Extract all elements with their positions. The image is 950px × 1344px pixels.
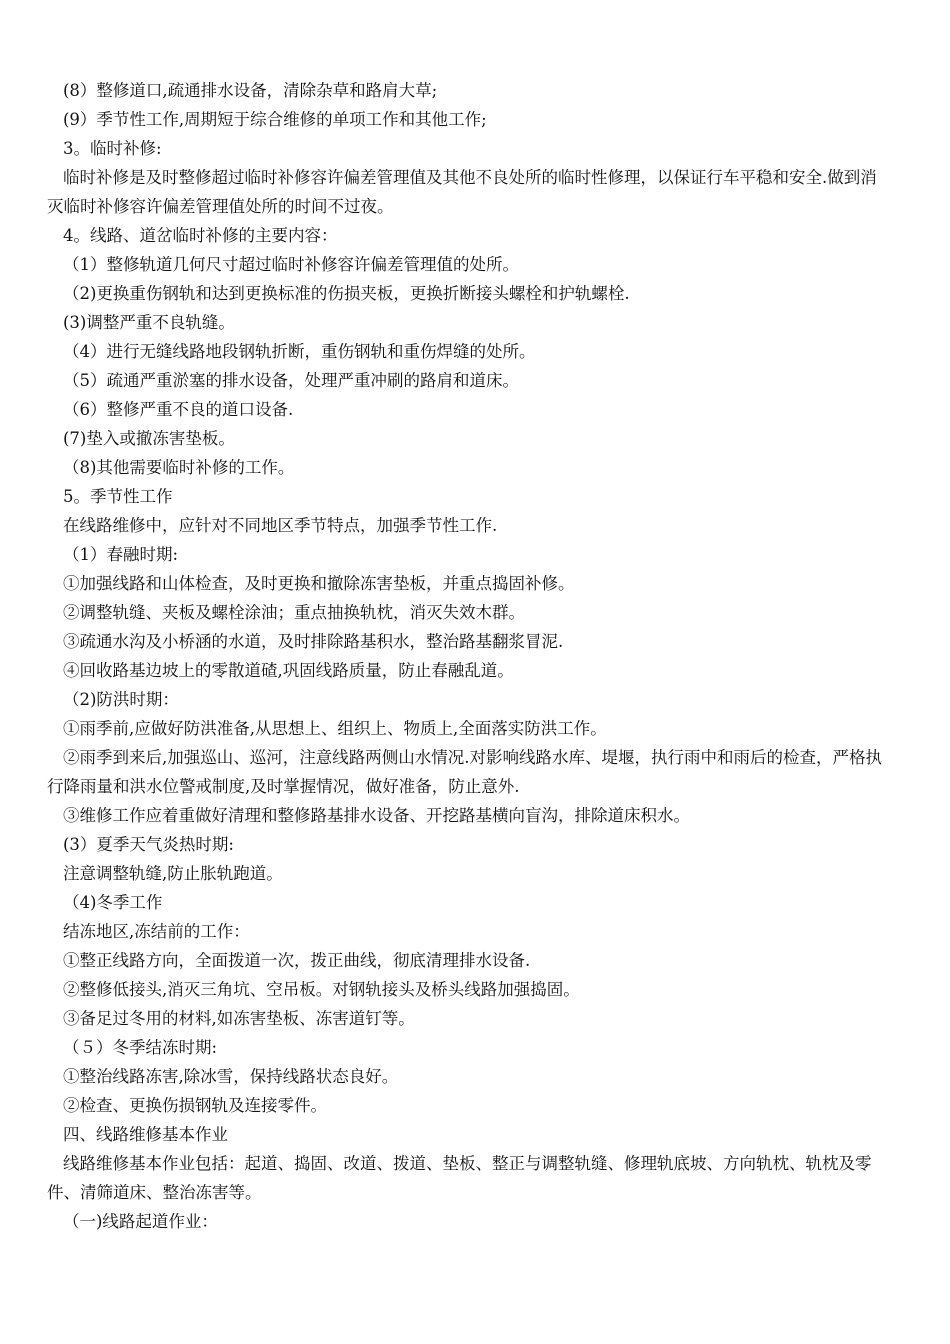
list-item: ③备足过冬用的材料,如冻害垫板、冻害道钉等。 xyxy=(63,1009,415,1028)
subsection-heading: （５）冬季结冻时期: xyxy=(63,1038,218,1057)
text-line: 在线路维修中，应针对不同地区季节特点，加强季节性工作. xyxy=(63,516,498,535)
paragraph: 临时补修是及时整修超过临时补修容许偏差管理值及其他不良处所的临时性修理，以保证行车平稳和安全.做到消灭临时补修容许偏差管理值处所的时间不过夜。 xyxy=(47,168,877,216)
list-item: （8)其他需要临时补修的工作。 xyxy=(63,458,295,477)
list-item: （6）整修严重不良的道口设备. xyxy=(63,400,294,419)
list-item: ①整治线路冻害,除冰雪，保持线路状态良好。 xyxy=(63,1067,399,1086)
subsection-heading: （1）春融时期: xyxy=(63,545,179,564)
list-item: ③维修工作应着重做好清理和整修路基排水设备、开挖路基横向盲沟，排除道床积水。 xyxy=(63,806,690,825)
list-item: (3)调整严重不良轨缝。 xyxy=(63,313,235,332)
text-line: 结冻地区,冻结前的工作： xyxy=(63,922,250,941)
subsection-heading: (3）夏季天气炎热时期: xyxy=(63,835,234,854)
list-item: (7)垫入或撤冻害垫板。 xyxy=(63,429,235,448)
paragraph: 线路维修基本作业包括：起道、捣固、改道、拨道、垫板、整正与调整轨缝、修理轨底坡、方向轨枕、轨枕及零件、清筛道床、整治冻害等。 xyxy=(47,1154,872,1202)
section-heading: 四、线路维修基本作业 xyxy=(63,1125,228,1144)
subsection-heading: （2)防洪时期： xyxy=(63,690,179,709)
section-heading: 5。季节性工作 xyxy=(63,487,173,506)
text-line: 注意调整轨缝,防止胀轨跑道。 xyxy=(63,864,283,883)
list-item: ①加强线路和山体检查，及时更换和撤除冻害垫板，并重点捣固补修。 xyxy=(63,574,575,593)
text-line: (9）季节性工作,周期短于综合维修的单项工作和其他工作; xyxy=(63,110,487,129)
text-line: (8）整修道口,疏通排水设备，清除杂草和路肩大草; xyxy=(63,81,438,100)
list-item: （5）疏通严重淤塞的排水设备，处理严重冲刷的路肩和道床。 xyxy=(63,371,519,390)
list-item: ④回收路基边坡上的零散道碴,巩固线路质量，防止春融乱道。 xyxy=(63,661,514,680)
section-heading: 4。线路、道岔临时补修的主要内容： xyxy=(63,226,338,245)
list-item: ①雨季前,应做好防洪准备,从思想上、组织上、物质上,全面落实防洪工作。 xyxy=(63,719,607,738)
list-item: （1）整修轨道几何尺寸超过临时补修容许偏差管理值的处所。 xyxy=(63,255,519,274)
subsection-heading: （4)冬季工作 xyxy=(63,893,163,912)
paragraph: ②雨季到来后,加强巡山、巡河，注意线路两侧山水情况.对影响线路水库、堤堰，执行雨中和雨后的检查，严格执行降雨量和洪水位警戒制度,及时掌握情况，做好准备，防止意外. xyxy=(47,748,882,796)
list-item: ②检查、更换伤损钢轨及连接零件。 xyxy=(63,1096,327,1115)
list-item: （2)更换重伤钢轨和达到更换标准的伤损夹板，更换折断接头螺栓和护轨螺栓. xyxy=(63,284,630,303)
list-item: ③疏通水沟及小桥涵的水道，及时排除路基积水，整治路基翻浆冒泥. xyxy=(63,632,564,651)
list-item: ①整正线路方向，全面拨道一次，拨正曲线，彻底清理排水设备. xyxy=(63,951,531,970)
section-heading: 3。临时补修: xyxy=(63,139,162,158)
list-item: ②调整轨缝、夹板及螺栓涂油；重点抽换轨枕，消灭失效木群。 xyxy=(63,603,525,622)
list-item: ②整修低接头,消灭三角坑、空吊板。对钢轨接头及桥头线路加强捣固。 xyxy=(63,980,580,999)
subsection-heading: （一)线路起道作业： xyxy=(63,1212,218,1231)
list-item: （4）进行无缝线路地段钢轨折断，重伤钢轨和重伤焊缝的处所。 xyxy=(63,342,536,361)
